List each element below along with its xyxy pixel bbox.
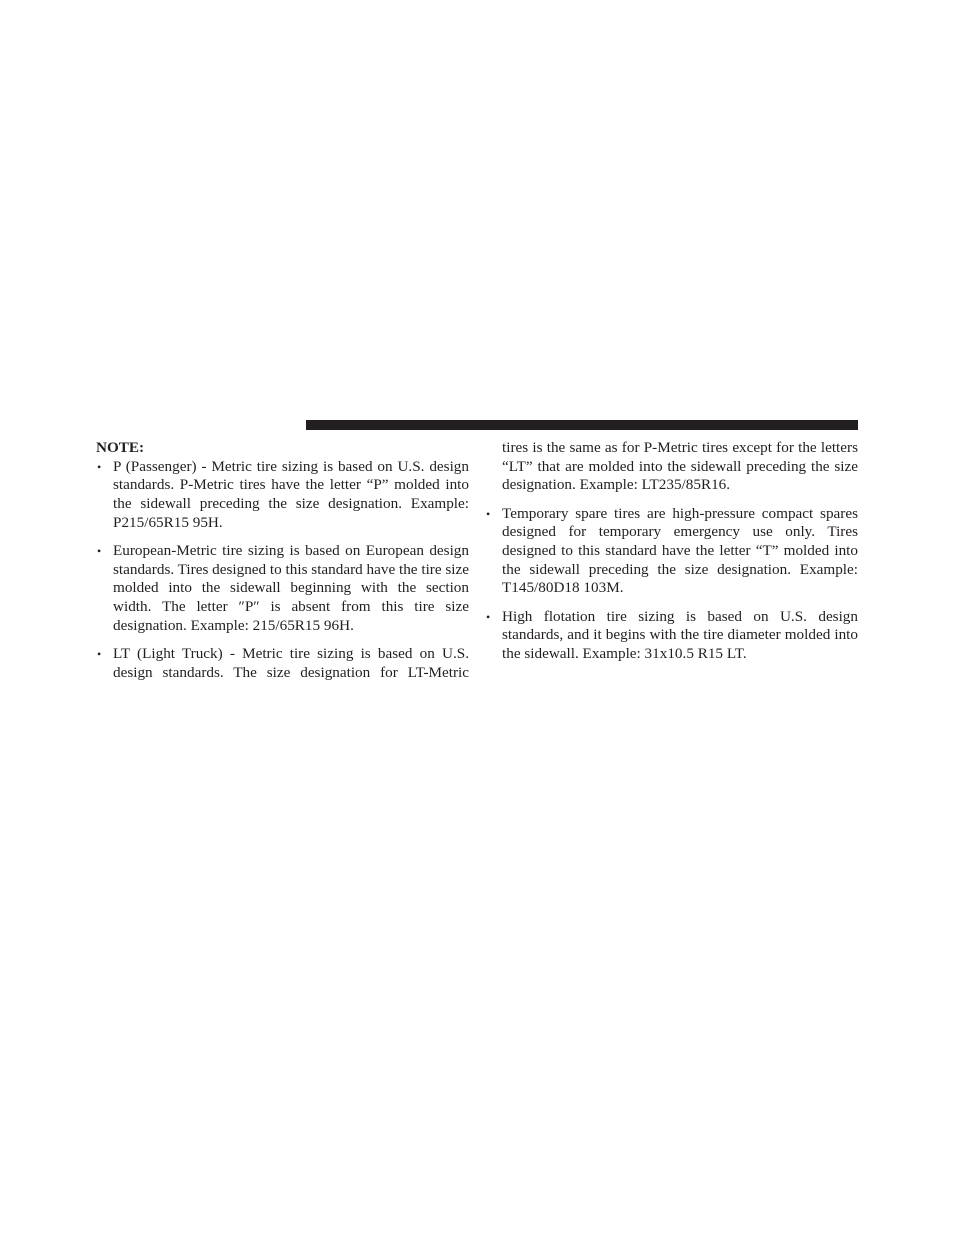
- bullet-icon: •: [486, 506, 491, 521]
- note-bullet-list-left: [96, 458, 469, 683]
- list-item-text: LT (Light Truck) - Metric tire sizing is based on U.S. design standards. The size designation for LT-Metric: [113, 645, 469, 681]
- bullet-icon: •: [97, 459, 102, 474]
- list-item-high-flotation: [485, 608, 858, 664]
- bullet-icon: •: [97, 544, 102, 559]
- bullet-icon: •: [486, 609, 491, 624]
- list-item-lt-metric: [96, 645, 469, 682]
- note-label: NOTE:: [96, 439, 145, 456]
- list-item-text: P (Passenger) - Metric tire sizing is based on U.S. design standards. P-Metric tires have the letter “P” molded into the sidewall preceding the size designation. Example: P215/65R15 95H.: [113, 457, 469, 531]
- list-item-european-metric: [96, 542, 469, 636]
- left-column: [96, 439, 469, 692]
- list-item-text: Temporary spare tires are high-pressure compact spares designed for temporary emergency use only. Tires designed to this standard have the letter “T” molded into the sidewall preceding the size designation. Example: T145/80D18 103M.: [502, 504, 858, 597]
- list-item-text: European-Metric tire sizing is based on European design standards. Tires designed to this standard have the tire size molded into the sidewall beginning with the section width. The letter ″P″ is absent from this tire size designation. Example: 215/65R15 96H.: [113, 542, 469, 634]
- list-item-temporary-spare: [485, 505, 858, 599]
- list-item-p-metric: [96, 458, 469, 533]
- bullet-icon: •: [97, 647, 102, 662]
- header-rule: [306, 420, 858, 430]
- lt-metric-continuation: tires is the same as for P-Metric tires except for the letters “LT” that are molded into the sidewall preceding the size designation. Example: LT235/85R16.: [502, 439, 858, 494]
- list-item-text: High flotation tire sizing is based on U.S. design standards, and it begins with the tire diameter molded into the sidewall. Example: 31x10.5 R15 LT.: [502, 607, 858, 663]
- note-bullet-list-right: [485, 505, 858, 664]
- right-column: [485, 439, 858, 673]
